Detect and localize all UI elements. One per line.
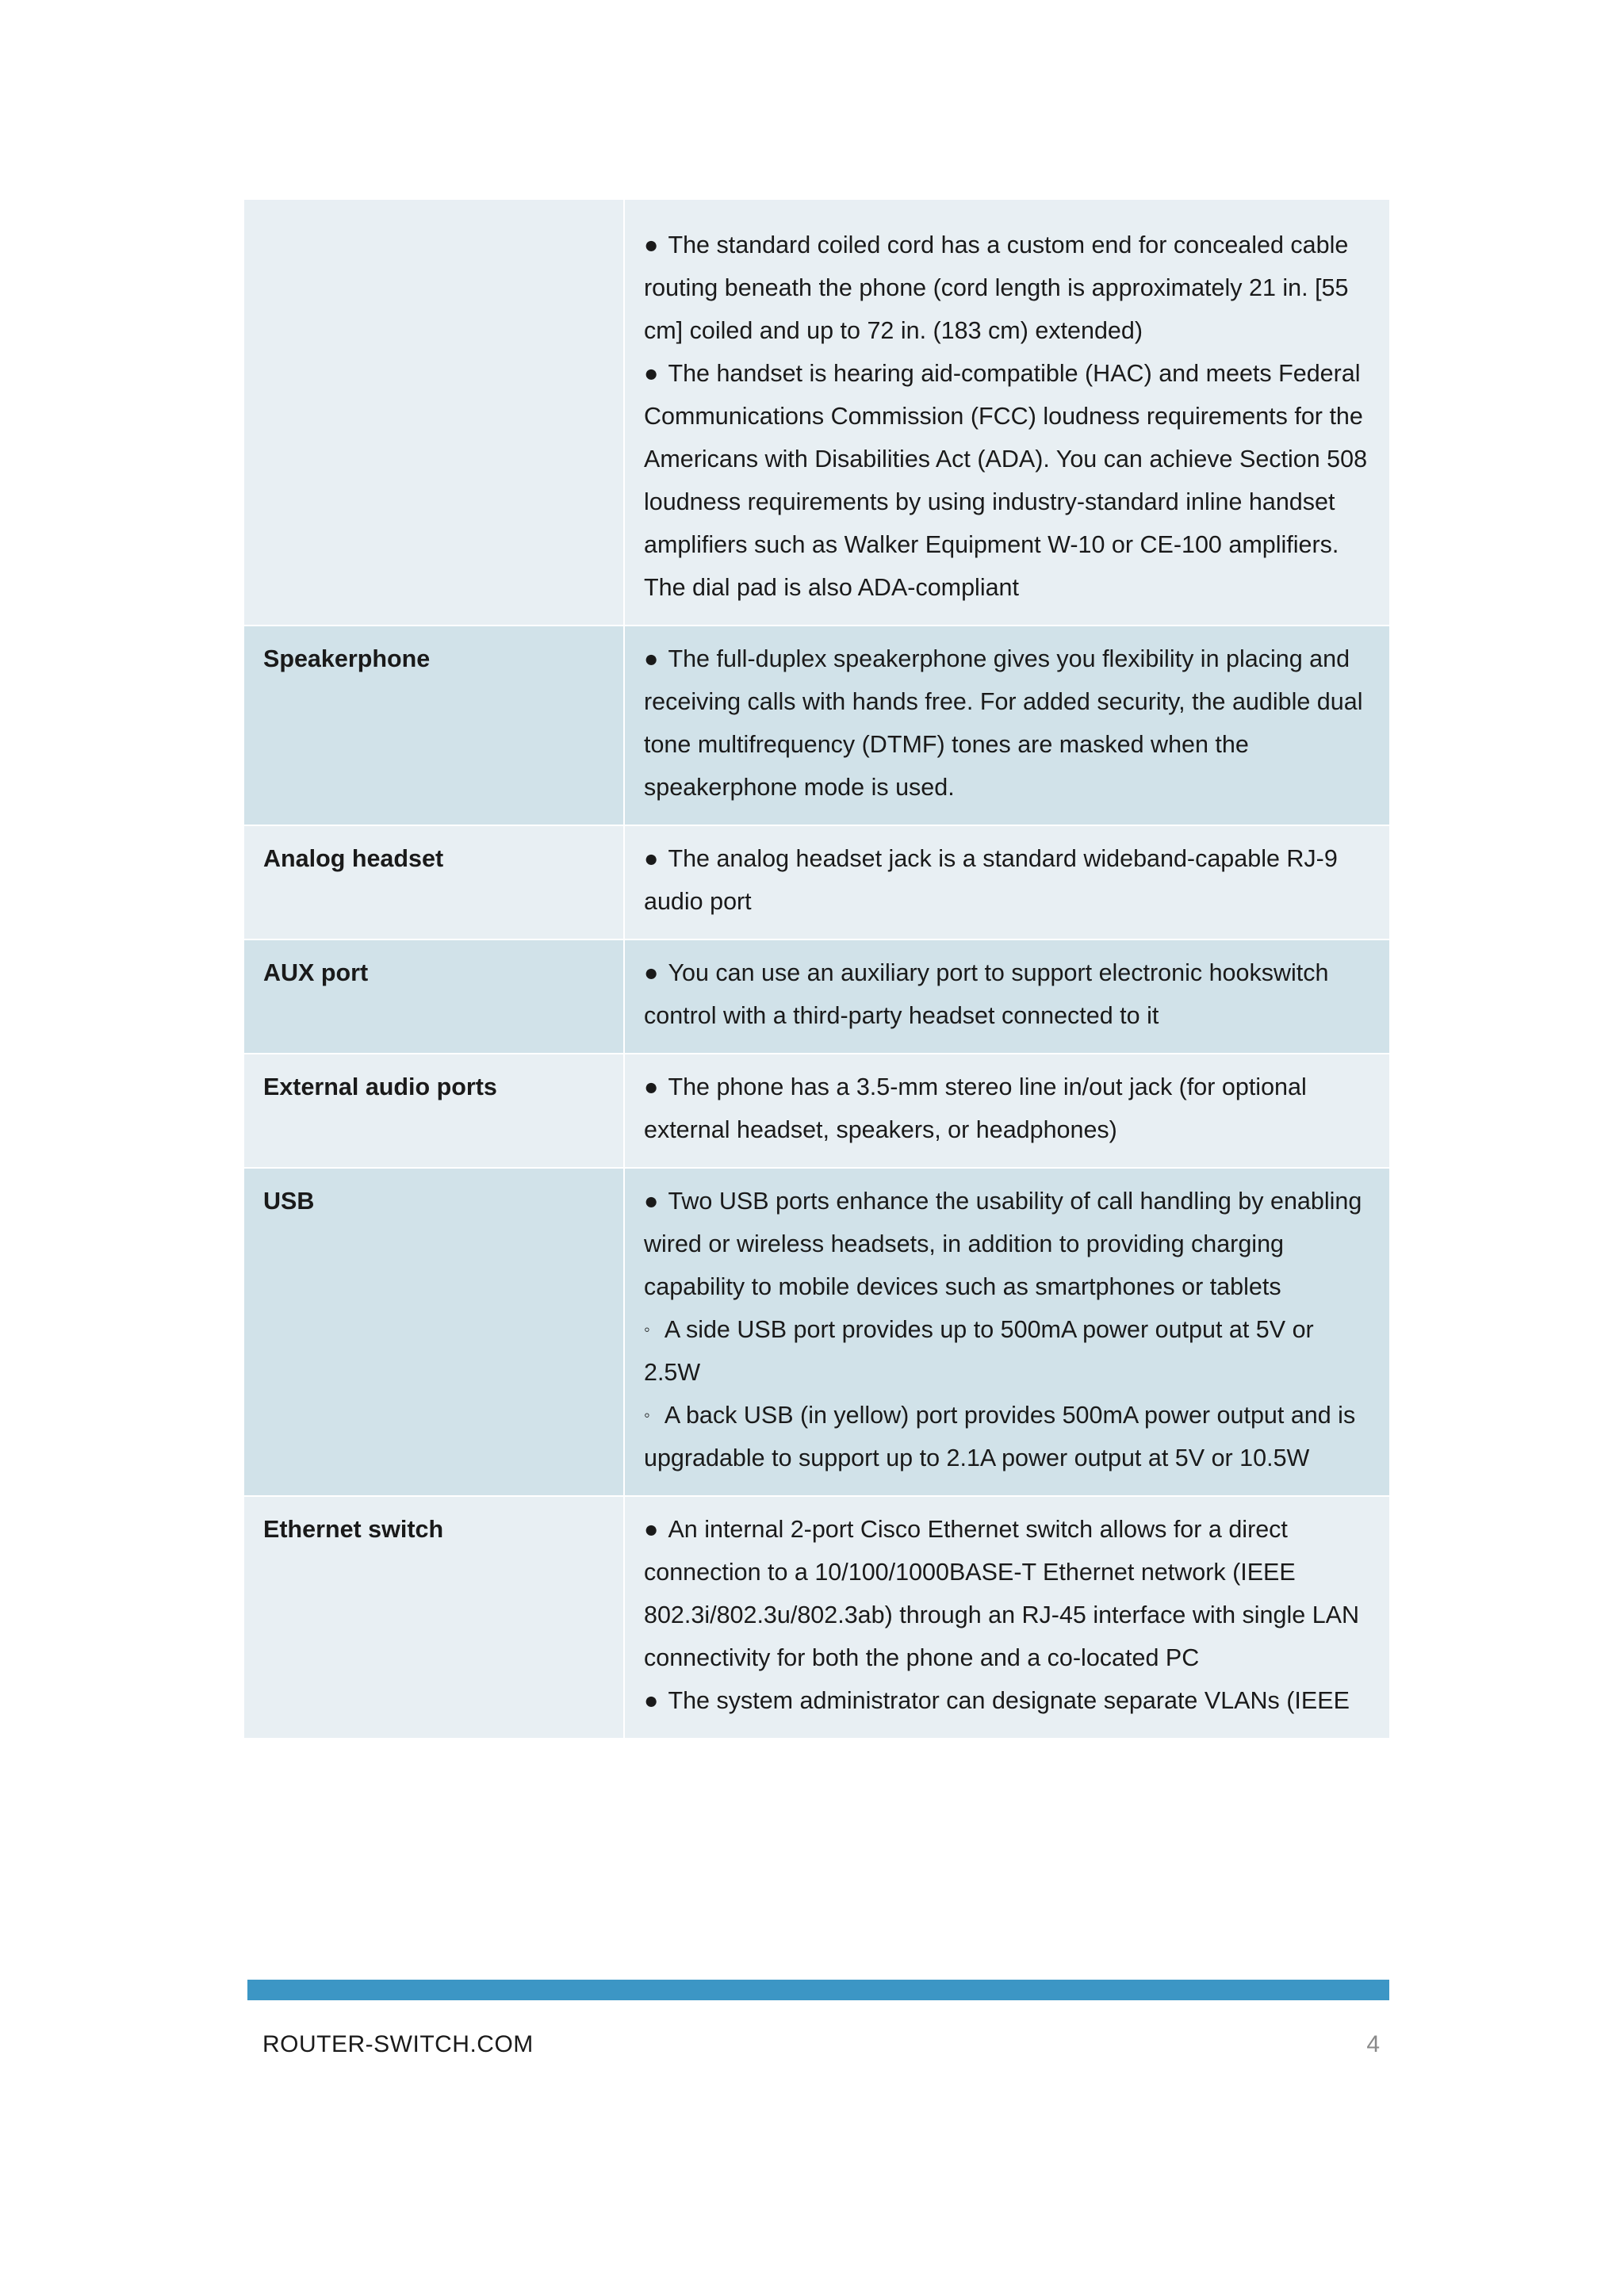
spec-row-aux-port <box>243 939 1390 1054</box>
spec-label: Analog headset <box>243 825 624 939</box>
spec-table <box>243 198 1391 1739</box>
bullet-icon: ● <box>644 1073 659 1100</box>
bullet-text: The system administrator can designate separate VLANs (IEEE <box>668 1687 1350 1714</box>
bullet-item <box>644 837 1370 923</box>
bullet-icon: ● <box>644 1188 659 1215</box>
bullet-icon: ● <box>644 959 659 986</box>
bullet-item <box>644 1066 1370 1151</box>
bullet-icon: ● <box>644 645 659 672</box>
bullet-icon: ● <box>644 1516 659 1543</box>
spec-label: External audio ports <box>243 1054 624 1168</box>
bullet-icon: ● <box>644 1687 659 1714</box>
bullet-text: You can use an auxiliary port to support electronic hookswitch control with a third-party headset connected to it <box>644 959 1329 1029</box>
bullet-icon: ● <box>644 232 659 258</box>
bullet-text: The handset is hearing aid-compatible (HAC) and meets Federal Communications Commission (FCC) loudness requirements for the Americans with Disabilities Act (ADA). You can achieve Section 508 loudness requirements by using industry-standard inline handset amplifiers such as Walker Equipment W-10 or CE-100 amplifiers. The dial pad is also ADA-compliant <box>644 360 1368 601</box>
bullet-text: Two USB ports enhance the usability of call handling by enabling wired or wireless headsets, in addition to providing charging capability to mobile devices such as smartphones or tablets <box>644 1188 1362 1300</box>
bullet-item <box>644 637 1370 809</box>
spec-description <box>624 626 1390 825</box>
spec-row-usb <box>243 1168 1390 1496</box>
spec-row-handset <box>243 199 1390 626</box>
bullet-item <box>644 951 1370 1037</box>
bullet-text: The phone has a 3.5-mm stereo line in/out jack (for optional external headset, speakers, or headphones) <box>644 1073 1307 1143</box>
spec-description <box>624 1054 1390 1168</box>
bullet-text: An internal 2-port Cisco Ethernet switch allows for a direct connection to a 10/100/1000BASE-T Ethernet network (IEEE 802.3i/802.3u/802.3ab) through an RJ-45 interface with single LAN connectivity for both the phone and a co-located PC <box>644 1516 1360 1671</box>
bullet-text: The full-duplex speakerphone gives you flexibility in placing and receiving calls with hands free. For added security, the audible dual tone multifrequency (DTMF) tones are masked when the speakerphone mode is used. <box>644 645 1363 801</box>
bullet-item <box>644 352 1370 609</box>
spec-description <box>624 1496 1390 1739</box>
spec-row-external-audio <box>243 1054 1390 1168</box>
spec-row-speakerphone <box>243 626 1390 825</box>
spec-description <box>624 825 1390 939</box>
bullet-icon: ● <box>644 845 659 872</box>
footer-site-name: ROUTER-SWITCH.COM <box>262 2031 534 2057</box>
spec-label: AUX port <box>243 939 624 1054</box>
spec-description <box>624 939 1390 1054</box>
spec-row-analog-headset <box>243 825 1390 939</box>
spec-label: Ethernet switch <box>243 1496 624 1739</box>
spec-label: Speakerphone <box>243 626 624 825</box>
spec-description <box>624 1168 1390 1496</box>
bullet-item <box>644 1679 1370 1722</box>
sub-bullet-icon: ◦ <box>644 1405 650 1425</box>
spec-row-ethernet-switch <box>243 1496 1390 1739</box>
bullet-icon: ● <box>644 360 659 387</box>
bullet-item <box>644 224 1370 352</box>
spec-label: USB <box>243 1168 624 1496</box>
sub-bullet-item <box>644 1308 1370 1394</box>
page-number: 4 <box>1366 2031 1380 2057</box>
sub-bullet-item <box>644 1394 1370 1479</box>
bullet-text: A side USB port provides up to 500mA power output at 5V or 2.5W <box>644 1316 1314 1386</box>
spec-label <box>243 199 624 626</box>
bullet-item <box>644 1180 1370 1308</box>
bullet-item <box>644 1508 1370 1679</box>
bullet-text: A back USB (in yellow) port provides 500mA power output and is upgradable to support up to 2.1A power output at 5V or 10.5W <box>644 1402 1356 1471</box>
bullet-text: The analog headset jack is a standard wideband-capable RJ-9 audio port <box>644 845 1338 915</box>
bullet-text: The standard coiled cord has a custom end for concealed cable routing beneath the phone (cord length is approximately 21 in. [55 cm] coiled and up to 72 in. (183 cm) extended) <box>644 232 1349 344</box>
sub-bullet-icon: ◦ <box>644 1319 650 1339</box>
footer-divider-bar <box>247 1980 1389 2000</box>
spec-description <box>624 199 1390 626</box>
